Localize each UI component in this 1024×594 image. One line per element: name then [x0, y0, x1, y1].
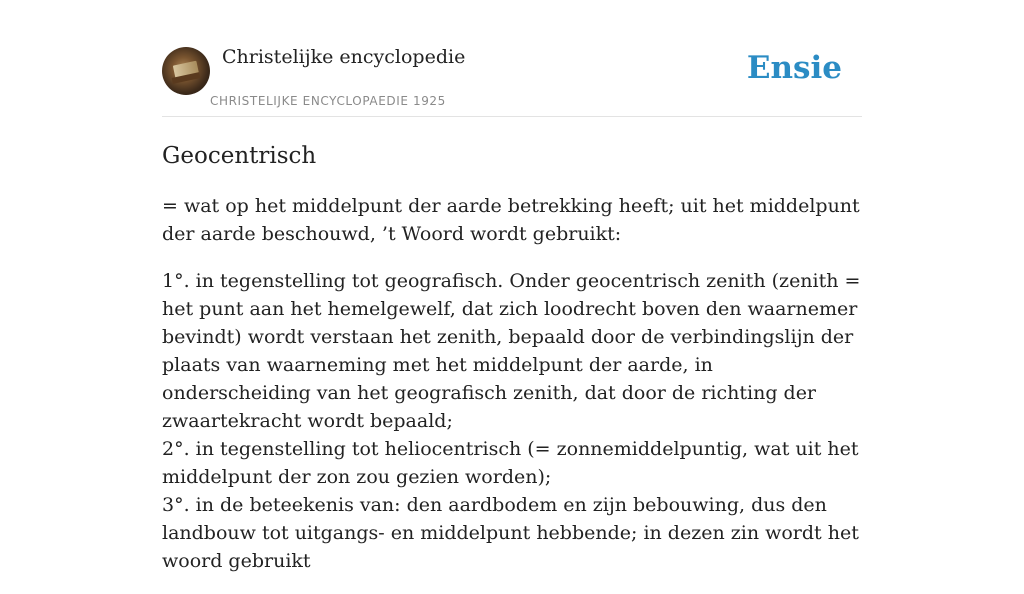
- site-header: [162, 0, 862, 117]
- article-body: [162, 192, 862, 575]
- page-title: Geocentrisch: [162, 143, 317, 169]
- list-item: 2°. in tegenstelling tot heliocentrisch (= zonnemiddelpuntig, wat uit het middelpunt der zon zou gezien worden);: [162, 438, 859, 488]
- site-subtitle[interactable]: CHRISTELIJKE ENCYCLOPAEDIE 1925: [210, 94, 446, 108]
- brand-logo[interactable]: Ensie: [746, 50, 842, 86]
- avatar[interactable]: [162, 47, 210, 95]
- article-intro: = wat op het middelpunt der aarde betrekking heeft; uit het middelpunt der aarde beschouwd, ’t Woord wordt gebruikt:: [162, 195, 860, 245]
- list-item: 3°. in de beteekenis van: den aardbodem en zijn bebouwing, dus den landbouw tot uitgangs- en middelpunt hebbende; in dezen zin wordt het woord gebruikt: [162, 494, 859, 572]
- site-title[interactable]: Christelijke encyclopedie: [222, 46, 466, 68]
- list-item: 1°. in tegenstelling tot geografisch. Onder geocentrisch zenith (zenith = het punt aan het hemelgewelf, dat zich loodrecht boven den waarnemer bevindt) wordt verstaan het zenith, bepaald door de verbindingslijn der plaats van waarneming met het middelpunt der aarde, in onderscheiding van het geografisch zenith, dat door de richting der zwaartekracht wordt bepaald;: [162, 270, 861, 432]
- article-items: [162, 267, 862, 575]
- page-container: [162, 0, 862, 594]
